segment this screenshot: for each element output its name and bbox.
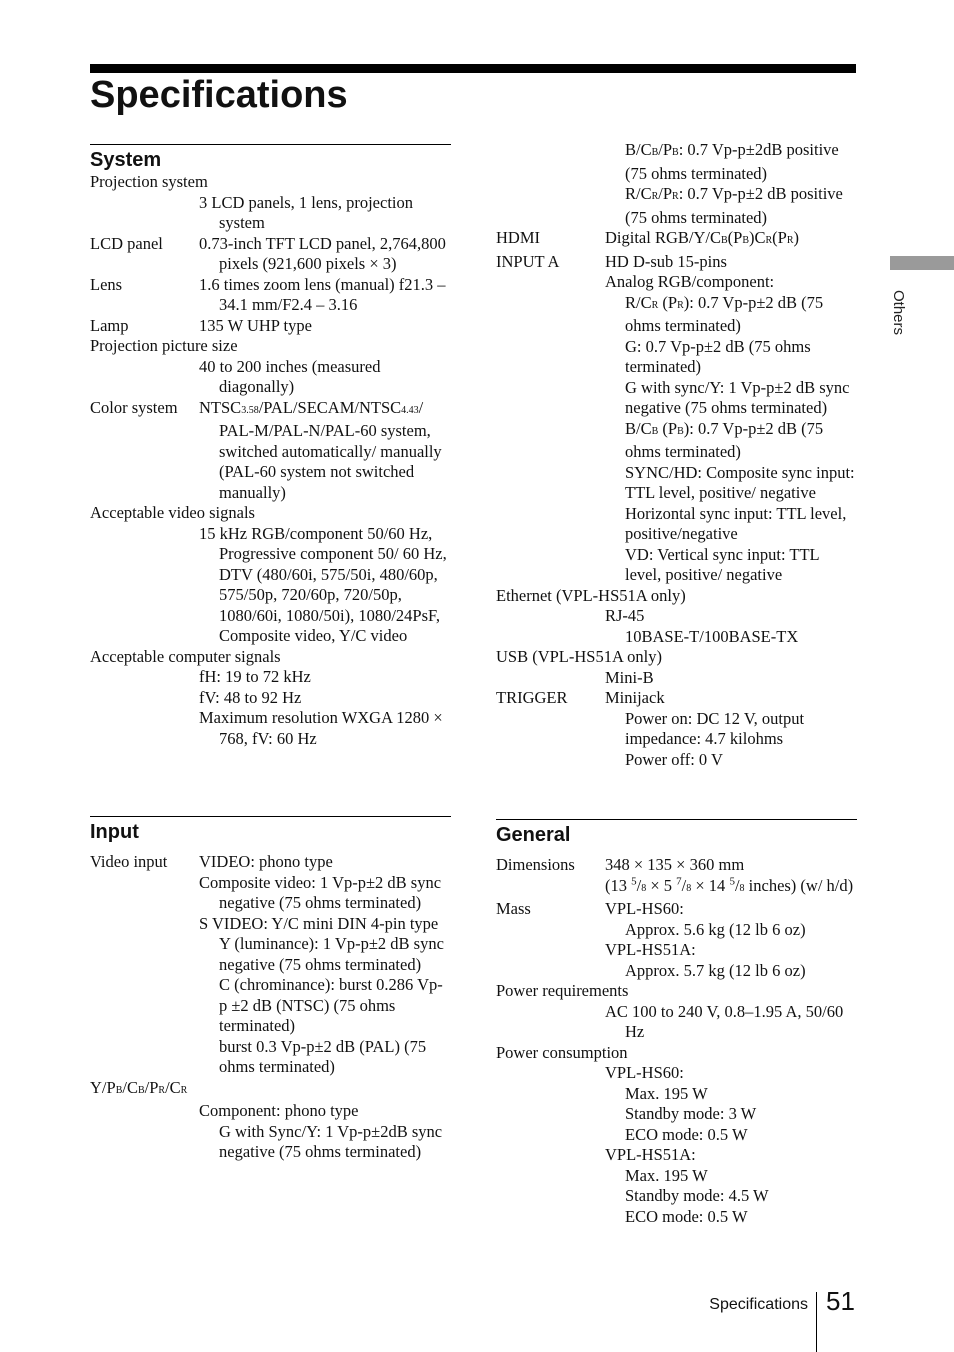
spec-projection-system [90, 172, 451, 234]
spec-value: Component: phono type [199, 1101, 359, 1120]
spec-value: Digital RGB/Y/CB(PB)CR(PR) [605, 228, 799, 247]
spec-label: Acceptable computer signals [90, 646, 281, 666]
spec-value: RJ-45 [605, 606, 645, 625]
page-number: 51 [826, 1286, 855, 1316]
input-section [90, 816, 451, 1163]
spec-label: Video input [90, 852, 168, 871]
spec-label: INPUT A [496, 251, 560, 271]
spec-bcb [496, 140, 857, 228]
spec-value: fV: 48 to 92 Hz [199, 687, 302, 707]
spec-value: 10BASE-T/100BASE-TX [625, 626, 799, 646]
spec-value: Standby mode: 4.5 W [625, 1186, 769, 1205]
spec-label: LCD panel [90, 233, 163, 253]
spec-value: Approx. 5.6 kg (12 lb 6 oz) [625, 919, 806, 939]
spec-value: HD D-sub 15-pins [605, 251, 727, 271]
spec-label: USB (VPL-HS51A only) [496, 647, 662, 666]
spec-label: Mass [496, 899, 531, 918]
spec-dimensions [496, 855, 857, 899]
spec-value: C (chrominance): burst 0.286 Vp-p ±2 dB (NTSC) (75 ohms terminated) [219, 975, 443, 1035]
spec-computer-signals [90, 647, 451, 750]
spec-value: Approx. 5.7 kg (12 lb 6 oz) [625, 960, 806, 980]
spec-video-input [90, 852, 451, 1078]
spec-value: SYNC/HD: Composite sync input: TTL level, positive/ negative [625, 462, 855, 502]
spec-value: B/CB/PB: 0.7 Vp-p±2dB positive (75 ohms terminated) [625, 140, 839, 183]
spec-value: Max. 195 W [625, 1083, 708, 1103]
spec-value: Minijack [605, 688, 665, 707]
spec-label: Color system [90, 397, 178, 417]
spec-color-system [90, 398, 451, 504]
spec-value: R/CR/PR: 0.7 Vp-p±2 dB positive (75 ohms terminated) [625, 184, 843, 227]
spec-value: 135 W UHP type [199, 315, 312, 335]
spec-value: Composite video: 1 Vp-p±2 dB sync negative (75 ohms terminated) [199, 872, 442, 912]
spec-input-a [496, 252, 857, 586]
section-heading-input: Input [90, 821, 139, 843]
general-section [496, 819, 857, 1227]
spec-value: 15 kHz RGB/component 50/60 Hz, Progressive component 50/ 60 Hz, DTV (480/60i, 575/50i, 480/60p, 575/50p, 720/60p, 720/50p, 1080/60i, 1080/50i), 1080/24PsF, Composite video, Y/C video [199, 523, 447, 645]
spec-value: ECO mode: 0.5 W [625, 1206, 748, 1226]
spec-value: Max. 195 W [625, 1165, 708, 1185]
spec-video-signals [90, 503, 451, 647]
spec-value: 348 × 135 × 360 mm [605, 855, 745, 874]
spec-lcd-panel [90, 234, 451, 275]
spec-value: 1.6 times zoom lens (manual) f21.3 – 34.1 mm/F2.4 – 3.16 [199, 274, 446, 314]
spec-value: G: 0.7 Vp-p±2 dB (75 ohms terminated) [625, 336, 811, 376]
spec-label: Acceptable video signals [90, 503, 255, 522]
input-continued [496, 140, 857, 770]
spec-label: Projection picture size [90, 336, 238, 355]
spec-value: VD: Vertical sync input: TTL level, positive/ negative [625, 544, 819, 584]
spec-value: 40 to 200 inches (measured diagonally) [199, 356, 381, 396]
section-heading-general: General [496, 824, 571, 846]
footer-section-label: Specifications [709, 1296, 808, 1313]
spec-label: Ethernet (VPL-HS51A only) [496, 585, 686, 605]
spec-value: Standby mode: 3 W [625, 1104, 757, 1123]
system-section [90, 144, 451, 749]
spec-value: VPL-HS60: [605, 1063, 684, 1082]
spec-value: Y (luminance): 1 Vp-p±2 dB sync negative (75 ohms terminated) [219, 934, 444, 974]
spec-value: fH: 19 to 72 kHz [199, 667, 311, 686]
spec-value: Analog RGB/component: [605, 272, 775, 291]
spec-trigger [496, 688, 857, 770]
spec-value: AC 100 to 240 V, 0.8–1.95 A, 50/60 Hz [605, 1001, 844, 1041]
spec-value: VPL-HS60: [605, 899, 684, 918]
spec-hdmi [496, 228, 857, 252]
spec-usb [496, 647, 857, 688]
spec-label: Dimensions [496, 855, 575, 874]
side-tab-label: Others [890, 290, 907, 336]
side-tab-marker [890, 256, 954, 270]
spec-label: Power requirements [496, 981, 629, 1000]
spec-value: R/CR (PR): 0.7 Vp-p±2 dB (75 ohms terminated) [625, 292, 824, 335]
spec-value: VPL-HS51A: [605, 1145, 696, 1164]
spec-label: HDMI [496, 228, 540, 247]
spec-value: G with sync/Y: 1 Vp-p±2 dB sync negative (75 ohms terminated) [625, 377, 850, 417]
spec-label: Lamp [90, 315, 129, 335]
spec-label: TRIGGER [496, 688, 568, 707]
spec-ypbpr [90, 1078, 451, 1163]
spec-value: VPL-HS51A: [605, 940, 696, 959]
spec-label: Lens [90, 274, 123, 294]
footer-divider [816, 1292, 817, 1352]
spec-value: NTSC3.58/PAL/SECAM/NTSC4.43/ PAL-M/PAL-N/PAL-60 system, switched automatically/ manually (PAL-60 system not switched manually) [199, 397, 442, 502]
spec-value: (13 $^5$/8 × 5 $^7$/8 × 14 $^5$/8 inches) (w/ h/d) [605, 875, 854, 895]
spec-value: Power off: 0 V [625, 749, 723, 769]
spec-mass [496, 899, 857, 981]
spec-picture-size [90, 336, 451, 398]
spec-lamp [90, 316, 451, 337]
spec-power-requirements [496, 981, 857, 1043]
spec-value: Horizontal sync input: TTL level, positive/negative [625, 503, 847, 543]
spec-label: Y/PB/CB/PR/CR [90, 1077, 188, 1097]
spec-value: Maximum resolution WXGA 1280 × 768, fV: 60 Hz [199, 708, 443, 748]
spec-value: burst 0.3 Vp-p±2 dB (PAL) (75 ohms terminated) [219, 1036, 427, 1076]
spec-power-consumption [496, 1043, 857, 1228]
spec-lens [90, 275, 451, 316]
spec-value: VIDEO: phono type [199, 852, 333, 871]
spec-ethernet [496, 586, 857, 648]
section-heading-system: System [90, 149, 162, 171]
spec-value: S VIDEO: Y/C mini DIN 4-pin type [199, 913, 439, 933]
page-title: Specifications [90, 74, 348, 116]
spec-value: Mini-B [605, 667, 654, 687]
spec-value: ECO mode: 0.5 W [625, 1124, 748, 1144]
spec-value: 0.73-inch TFT LCD panel, 2,764,800 pixels (921,600 pixels × 3) [199, 233, 446, 273]
spec-value: Power on: DC 12 V, output impedance: 4.7 kilohms [625, 708, 805, 748]
spec-value: 3 LCD panels, 1 lens, projection system [199, 192, 414, 232]
spec-label: Power consumption [496, 1042, 628, 1062]
spec-value: G with Sync/Y: 1 Vp-p±2dB sync negative (75 ohms terminated) [219, 1121, 443, 1161]
spec-label: Projection system [90, 172, 208, 191]
spec-value: B/CB (PB): 0.7 Vp-p±2 dB (75 ohms terminated) [625, 418, 824, 461]
